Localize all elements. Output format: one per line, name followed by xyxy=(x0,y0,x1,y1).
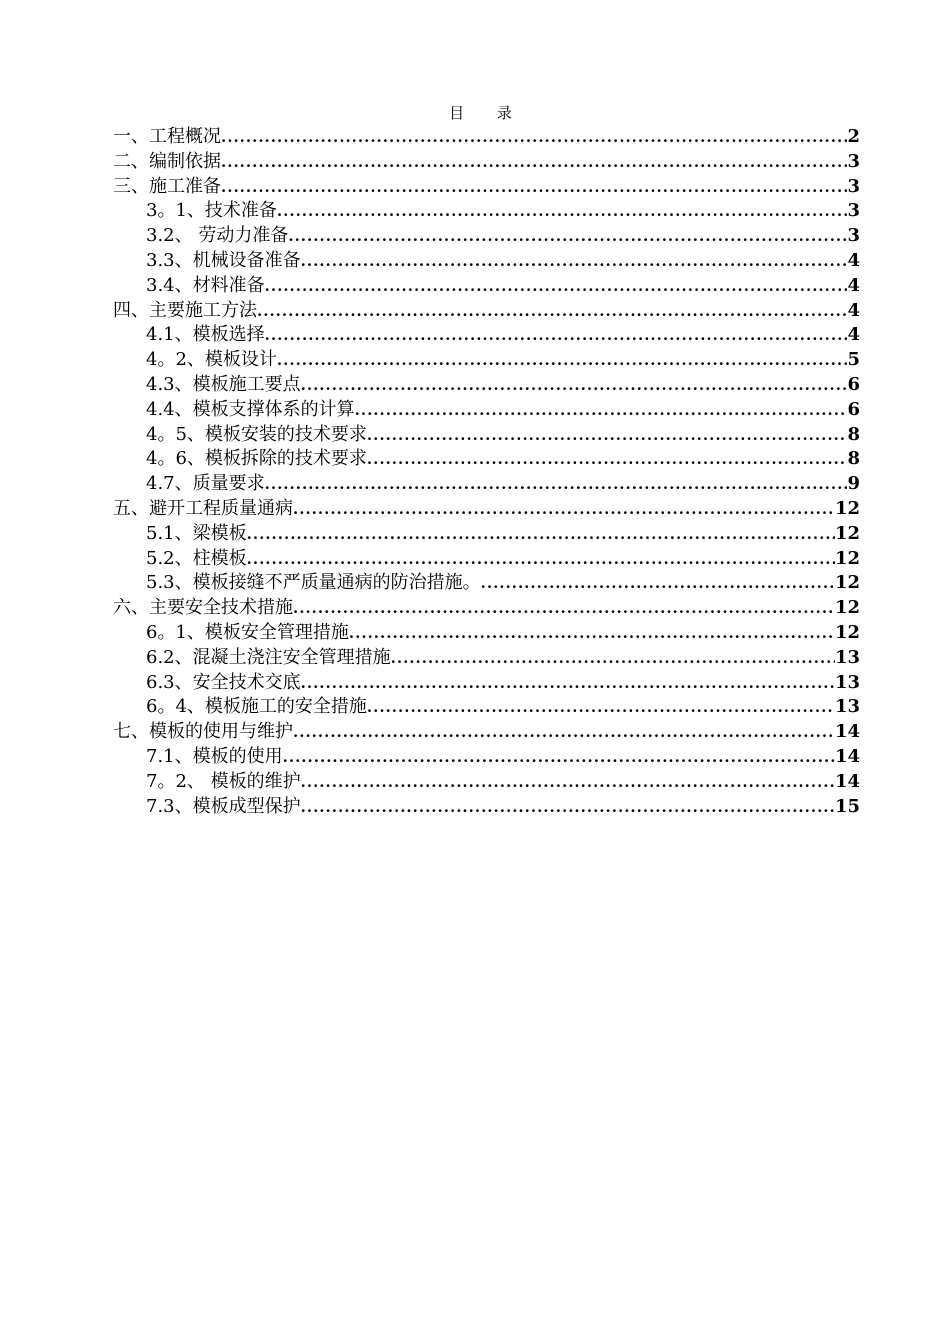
toc-entry[interactable] xyxy=(113,646,860,671)
toc-entry-page-number: 6 xyxy=(847,398,860,420)
toc-entry-page-number: 8 xyxy=(847,448,860,470)
toc-entry[interactable] xyxy=(113,547,860,572)
toc-dot-leader xyxy=(293,596,835,621)
toc-entry-label: 3.4、材料准备 xyxy=(146,274,265,296)
toc-entry-label: 4。6、模板拆除的技术要求 xyxy=(146,448,367,470)
toc-entry-page-number: 8 xyxy=(847,423,860,445)
toc-entry-label: 6。4、模板施工的安全措施 xyxy=(146,696,367,718)
toc-dot-leader xyxy=(257,299,847,324)
toc-entry-label: 二、编制依据 xyxy=(113,150,221,172)
toc-entry-page-number: 12 xyxy=(834,572,860,594)
toc-entry-page-number: 4 xyxy=(847,249,860,271)
toc-entry-page-number: 3 xyxy=(847,225,860,247)
toc-entry[interactable] xyxy=(113,522,860,547)
toc-entry[interactable] xyxy=(113,175,860,200)
toc-entry[interactable] xyxy=(113,323,860,348)
toc-entry-label: 4.1、模板选择 xyxy=(146,324,265,346)
toc-entry-label: 六、主要安全技术措施 xyxy=(113,597,293,619)
toc-dot-leader xyxy=(293,720,835,745)
toc-entry-label: 6.2、混凝土浇注安全管理措施 xyxy=(146,646,391,668)
toc-dot-leader xyxy=(301,795,835,820)
toc-dot-leader xyxy=(301,770,835,795)
toc-entry[interactable] xyxy=(113,671,860,696)
toc-entry-page-number: 13 xyxy=(834,646,860,668)
toc-dot-leader xyxy=(265,472,848,497)
toc-entry[interactable] xyxy=(113,770,860,795)
toc-entry[interactable] xyxy=(113,695,860,720)
toc-entry[interactable] xyxy=(113,199,860,224)
toc-entry-label: 6。1、模板安全管理措施 xyxy=(146,621,349,643)
toc-entry-page-number: 13 xyxy=(834,696,860,718)
toc-entry-page-number: 12 xyxy=(834,547,860,569)
toc-dot-leader xyxy=(283,745,835,770)
toc-entry-page-number: 2 xyxy=(847,126,860,147)
toc-dot-leader xyxy=(277,199,848,224)
toc-entry[interactable] xyxy=(113,299,860,324)
toc-entry[interactable] xyxy=(113,373,860,398)
toc-dot-leader xyxy=(221,175,847,200)
toc-entry-page-number: 4 xyxy=(847,299,860,321)
toc-entry[interactable] xyxy=(113,745,860,770)
toc-entry-page-number: 15 xyxy=(834,795,860,817)
toc-entry-label: 7。2、 模板的维护 xyxy=(146,770,301,792)
toc-entry[interactable] xyxy=(113,571,860,596)
toc-entry-label: 四、主要施工方法 xyxy=(113,299,257,321)
toc-dot-leader xyxy=(367,447,848,472)
toc-entry[interactable] xyxy=(113,224,860,249)
toc-entry[interactable] xyxy=(113,472,860,497)
toc-entry-page-number: 4 xyxy=(847,324,860,346)
toc-title: 目 录 xyxy=(449,104,526,122)
toc-entry[interactable] xyxy=(113,596,860,621)
toc-entry-label: 5.2、柱模板 xyxy=(146,547,247,569)
toc-dot-leader xyxy=(301,373,848,398)
toc-entry-label: 3.3、机械设备准备 xyxy=(146,249,301,271)
toc-entry-page-number: 13 xyxy=(834,671,860,693)
toc-entry[interactable] xyxy=(113,423,860,448)
toc-dot-leader xyxy=(221,150,847,175)
toc-dot-leader xyxy=(247,522,835,547)
toc-dot-leader xyxy=(367,423,848,448)
toc-entry-label: 5.3、模板接缝不严质量通病的防治措施。 xyxy=(146,572,481,594)
toc-entry-label: 4.3、模板施工要点 xyxy=(146,373,301,395)
toc-entry-label: 4.7、质量要求 xyxy=(146,473,265,495)
toc-entry-label: 3。1、技术准备 xyxy=(146,200,277,222)
toc-entry[interactable] xyxy=(113,249,860,274)
toc-dot-leader xyxy=(301,249,848,274)
toc-dot-leader xyxy=(247,547,835,572)
toc-entry-page-number: 6 xyxy=(847,373,860,395)
toc-entry-page-number: 3 xyxy=(847,200,860,222)
toc-entry-page-number: 14 xyxy=(834,745,860,767)
toc-entry-page-number: 5 xyxy=(847,349,860,371)
toc-entry-page-number: 9 xyxy=(847,473,860,495)
toc-entry-label: 6.3、安全技术交底 xyxy=(146,671,301,693)
toc-entry[interactable] xyxy=(113,274,860,299)
toc-entry-label: 3.2、 劳动力准备 xyxy=(146,225,289,247)
toc-entry-label: 7.1、模板的使用 xyxy=(146,745,283,767)
toc-dot-leader xyxy=(367,695,835,720)
toc-entry[interactable] xyxy=(113,447,860,472)
toc-dot-leader xyxy=(265,323,848,348)
toc-entry-page-number: 14 xyxy=(834,770,860,792)
toc-entry[interactable] xyxy=(113,497,860,522)
toc-entry[interactable] xyxy=(113,150,860,175)
toc-dot-leader xyxy=(349,621,835,646)
toc-entry-label: 7.3、模板成型保护 xyxy=(146,795,301,817)
toc-entry-page-number: 3 xyxy=(847,150,860,172)
toc-entry-page-number: 12 xyxy=(834,497,860,519)
toc-dot-leader xyxy=(277,348,848,373)
toc-entry-label: 五、避开工程质量通病 xyxy=(113,497,293,519)
toc-entry-label: 4。5、模板安装的技术要求 xyxy=(146,423,367,445)
toc-entry-label: 4.4、模板支撑体系的计算 xyxy=(146,398,355,420)
toc-entry[interactable] xyxy=(113,125,860,150)
toc-entry-label: 4。2、模板设计 xyxy=(146,349,277,371)
toc-dot-leader xyxy=(293,497,835,522)
toc-entry-page-number: 12 xyxy=(834,597,860,619)
toc-dot-leader xyxy=(301,671,835,696)
toc-dot-leader xyxy=(265,274,848,299)
toc-dot-leader xyxy=(221,125,847,150)
toc-entry-page-number: 12 xyxy=(834,522,860,544)
toc-entry-page-number: 4 xyxy=(847,274,860,296)
toc-dot-leader xyxy=(481,571,835,596)
toc-entry[interactable] xyxy=(113,348,860,373)
toc-entry-page-number: 3 xyxy=(847,175,860,197)
toc-entry[interactable] xyxy=(113,720,860,745)
toc-entry-page-number: 12 xyxy=(834,621,860,643)
toc-entry-label: 一、工程概况 xyxy=(113,126,221,147)
toc-entry[interactable] xyxy=(113,795,860,820)
toc-entry[interactable] xyxy=(113,398,860,423)
toc-entry-label: 七、模板的使用与维护 xyxy=(113,721,293,743)
toc-entry-label: 5.1、梁模板 xyxy=(146,522,247,544)
toc-dot-leader xyxy=(391,646,835,671)
toc-entry-page-number: 14 xyxy=(834,721,860,743)
toc-dot-leader xyxy=(288,224,847,249)
toc-entry-label: 三、施工准备 xyxy=(113,175,221,197)
toc-dot-leader xyxy=(355,398,848,423)
toc-list xyxy=(113,125,860,819)
toc-entry[interactable] xyxy=(113,621,860,646)
